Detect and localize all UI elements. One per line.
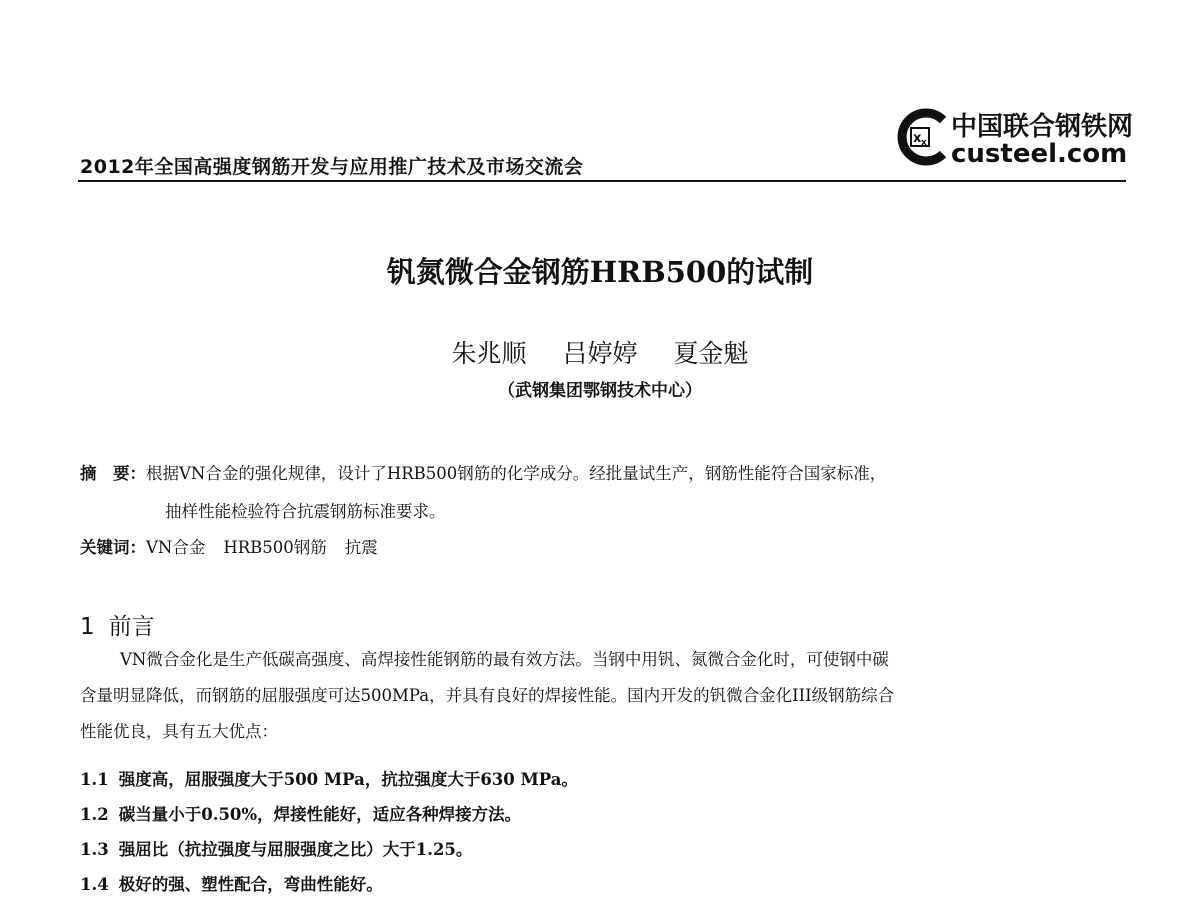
abstract-line [80, 455, 1130, 493]
abstract-label: 摘 要： [80, 464, 146, 483]
keywords-label: 关键词： [80, 538, 146, 557]
svg-text:x: x [921, 138, 927, 148]
list-item-text: 极好的强、塑性配合，弯曲性能好。 [118, 875, 383, 894]
header-divider [78, 180, 1126, 182]
advantage-list [80, 762, 1130, 902]
list-item-text: 强屈比（抗拉强度与屈服强度之比）大于1.25。 [118, 840, 473, 859]
list-item [80, 797, 1130, 832]
section-number: 1 [80, 614, 95, 640]
section-heading [80, 608, 155, 641]
conference-title: 2012年全国高强度钢筋开发与应用推广技术及市场交流会 [80, 156, 584, 178]
list-item [80, 762, 1130, 797]
custeel-logo-icon [895, 108, 953, 166]
author-list [0, 334, 1200, 370]
custeel-logo [895, 106, 1134, 170]
paragraph-line: 含量明显降低，而钢筋的屈服强度可达500MPa，并具有良好的焊接性能。国内开发的钒微合金化III级钢筋综合 [80, 686, 895, 705]
keyword: VN合金 [146, 538, 206, 557]
keyword: HRB500钢筋 [223, 538, 327, 557]
list-item [80, 867, 1130, 902]
paragraph-line: 性能优良，具有五大优点： [80, 722, 278, 741]
list-item-text: 碳当量小于0.50%，焊接性能好，适应各种焊接方法。 [118, 805, 522, 824]
paragraph-line: VN微合金化是生产低碳高强度、高焊接性能钢筋的最有效方法。当钢中用钒、氮微合金化时，可使钢中碳 [120, 650, 889, 669]
keywords [80, 534, 396, 558]
paper-title: 钒氮微合金钢筋HRB500的试制 [386, 255, 814, 289]
list-item-text: 强度高，屈服强度大于500 MPa，抗拉强度大于630 MPa。 [118, 770, 578, 789]
list-item [80, 832, 1130, 867]
list-item-number: 1.1 [80, 770, 109, 789]
abstract-text-line2: 抽样性能检验符合抗震钢筋标准要求。 [165, 502, 446, 521]
logo-text-cn: 中国联合钢铁网 [951, 112, 1134, 142]
list-item-number: 1.4 [80, 875, 109, 894]
affiliation: （武钢集团鄂钢技术中心） [498, 381, 702, 401]
list-item-number: 1.2 [80, 805, 109, 824]
author-name: 夏金魁 [673, 339, 749, 368]
abstract-text-line1: 根据VN合金的强化规律，设计了HRB500钢筋的化学成分。经批量试生产，钢筋性能符合国家标准， [146, 464, 887, 483]
abstract [80, 455, 1130, 531]
body-paragraph [80, 642, 1130, 750]
logo-text-en: custeel.com [951, 139, 1128, 169]
section-title: 前言 [108, 614, 155, 640]
svg-text:x: x [913, 131, 922, 146]
keyword: 抗震 [344, 538, 378, 557]
author-name: 吕婷婷 [562, 339, 638, 368]
author-name: 朱兆顺 [451, 339, 527, 368]
list-item-number: 1.3 [80, 840, 109, 859]
